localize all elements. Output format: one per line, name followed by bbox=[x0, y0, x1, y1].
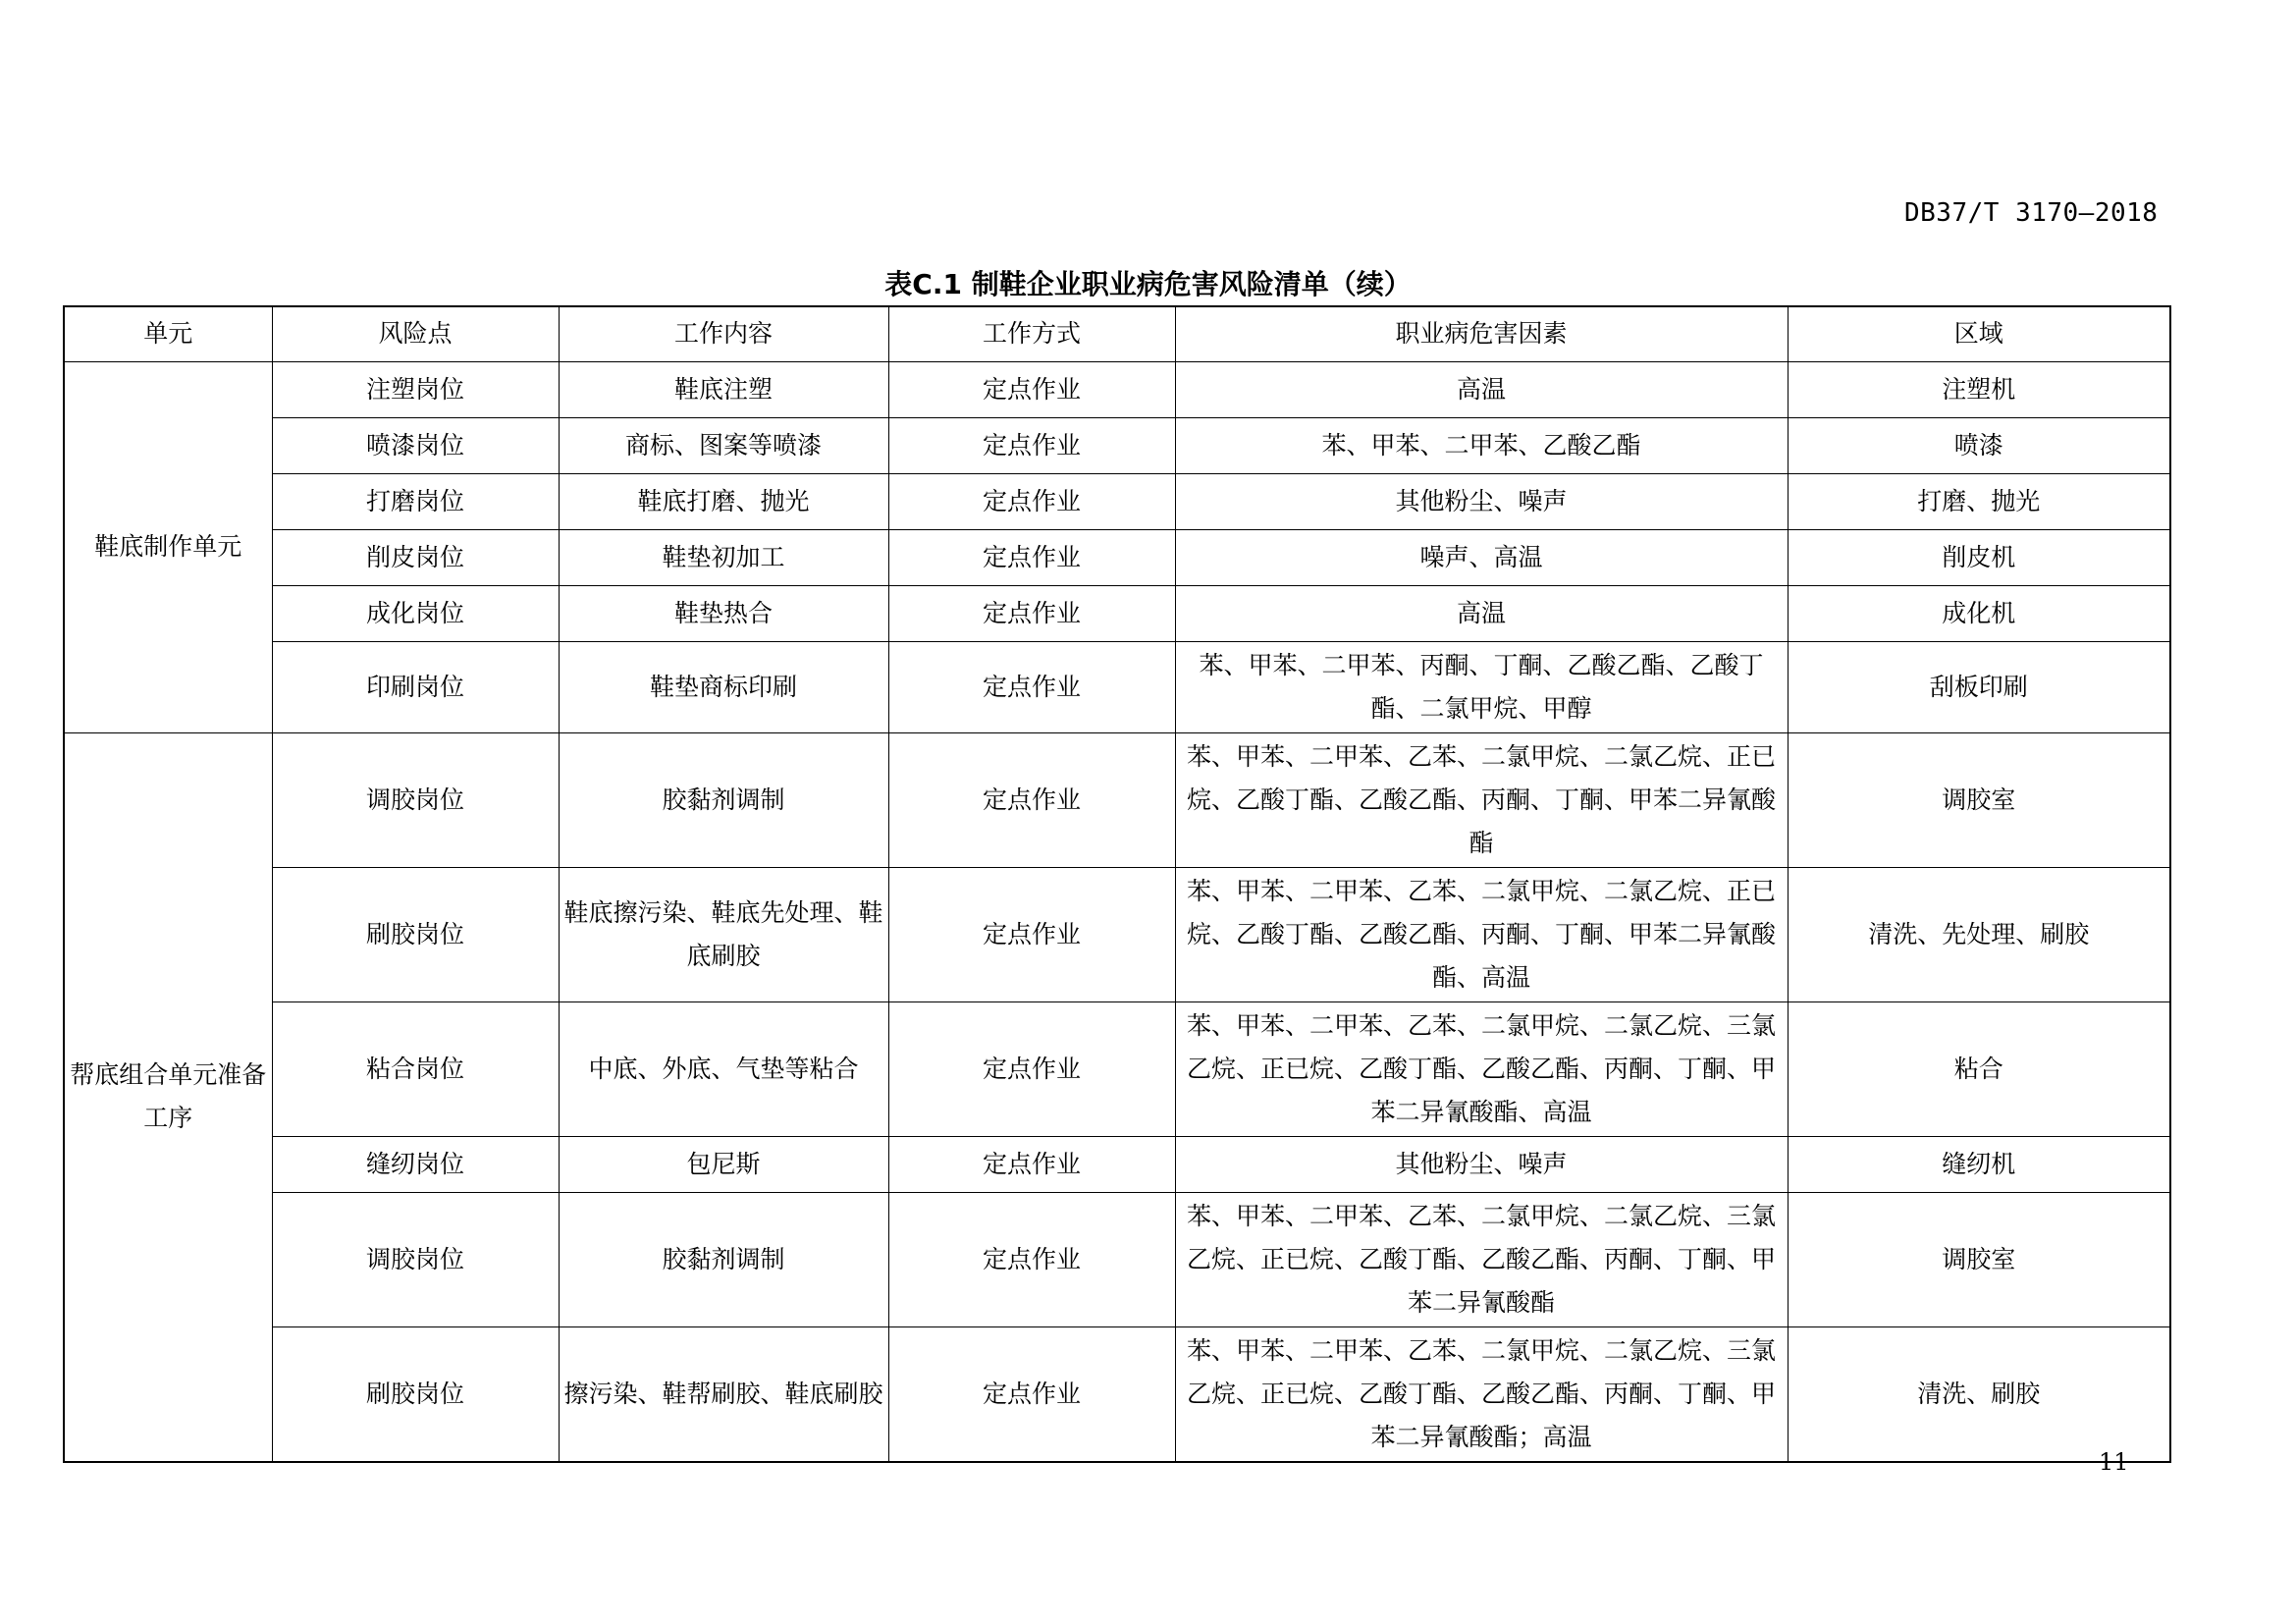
area-cell: 削皮机 bbox=[1788, 529, 2170, 585]
hazard-factors-cell: 苯、甲苯、二甲苯、乙苯、二氯甲烷、二氯乙烷、三氯乙烷、正已烷、乙酸丁酯、乙酸乙酯、丙酮、丁酮、甲苯二异氰酸酯 bbox=[1175, 1192, 1788, 1326]
hazard-factors-cell: 其他粉尘、噪声 bbox=[1175, 473, 1788, 529]
document-code: DB37/T 3170—2018 bbox=[1904, 198, 2159, 228]
work-mode-cell: 定点作业 bbox=[888, 585, 1175, 641]
work-mode-cell: 定点作业 bbox=[888, 1136, 1175, 1192]
area-cell: 刮板印刷 bbox=[1788, 641, 2170, 732]
area-cell: 调胶室 bbox=[1788, 1192, 2170, 1326]
hazard-factors-cell: 高温 bbox=[1175, 361, 1788, 417]
column-header: 风险点 bbox=[272, 306, 559, 361]
area-cell: 缝纫机 bbox=[1788, 1136, 2170, 1192]
table-row bbox=[64, 417, 2170, 473]
risk-point-cell: 印刷岗位 bbox=[272, 641, 559, 732]
column-header: 区域 bbox=[1788, 306, 2170, 361]
work-content-cell: 商标、图案等喷漆 bbox=[559, 417, 888, 473]
risk-point-cell: 喷漆岗位 bbox=[272, 417, 559, 473]
header-row bbox=[64, 306, 2170, 361]
area-cell: 打磨、抛光 bbox=[1788, 473, 2170, 529]
column-header: 工作方式 bbox=[888, 306, 1175, 361]
table-row bbox=[64, 585, 2170, 641]
work-mode-cell: 定点作业 bbox=[888, 1326, 1175, 1462]
table-row bbox=[64, 1326, 2170, 1462]
risk-point-cell: 打磨岗位 bbox=[272, 473, 559, 529]
area-cell: 喷漆 bbox=[1788, 417, 2170, 473]
table-row bbox=[64, 641, 2170, 732]
risk-point-cell: 削皮岗位 bbox=[272, 529, 559, 585]
table-row bbox=[64, 1192, 2170, 1326]
risk-point-cell: 刷胶岗位 bbox=[272, 1326, 559, 1462]
hazard-factors-cell: 苯、甲苯、二甲苯、乙酸乙酯 bbox=[1175, 417, 1788, 473]
work-content-cell: 鞋底注塑 bbox=[559, 361, 888, 417]
hazard-factors-cell: 噪声、高温 bbox=[1175, 529, 1788, 585]
work-mode-cell: 定点作业 bbox=[888, 473, 1175, 529]
area-cell: 注塑机 bbox=[1788, 361, 2170, 417]
work-mode-cell: 定点作业 bbox=[888, 732, 1175, 867]
table-title: 表C.1 制鞋企业职业病危害风险清单（续） bbox=[884, 268, 1412, 300]
work-content-cell: 鞋垫初加工 bbox=[559, 529, 888, 585]
unit-cell: 鞋底制作单元 bbox=[64, 361, 272, 732]
work-mode-cell: 定点作业 bbox=[888, 1001, 1175, 1136]
page-number: 11 bbox=[2099, 1448, 2129, 1476]
work-content-cell: 包尼斯 bbox=[559, 1136, 888, 1192]
unit-cell: 帮底组合单元准备工序 bbox=[64, 732, 272, 1462]
work-content-cell: 中底、外底、气垫等粘合 bbox=[559, 1001, 888, 1136]
area-cell: 粘合 bbox=[1788, 1001, 2170, 1136]
work-content-cell: 胶黏剂调制 bbox=[559, 1192, 888, 1326]
table-row bbox=[64, 529, 2170, 585]
work-mode-cell: 定点作业 bbox=[888, 1192, 1175, 1326]
table-row bbox=[64, 473, 2170, 529]
work-mode-cell: 定点作业 bbox=[888, 641, 1175, 732]
column-header: 单元 bbox=[64, 306, 272, 361]
work-content-cell: 胶黏剂调制 bbox=[559, 732, 888, 867]
table-row bbox=[64, 1136, 2170, 1192]
work-content-cell: 鞋垫热合 bbox=[559, 585, 888, 641]
hazard-factors-cell: 苯、甲苯、二甲苯、丙酮、丁酮、乙酸乙酯、乙酸丁酯、二氯甲烷、甲醇 bbox=[1175, 641, 1788, 732]
work-mode-cell: 定点作业 bbox=[888, 417, 1175, 473]
risk-point-cell: 成化岗位 bbox=[272, 585, 559, 641]
risk-point-cell: 缝纫岗位 bbox=[272, 1136, 559, 1192]
risk-point-cell: 粘合岗位 bbox=[272, 1001, 559, 1136]
risk-point-cell: 刷胶岗位 bbox=[272, 867, 559, 1001]
hazard-factors-cell: 苯、甲苯、二甲苯、乙苯、二氯甲烷、二氯乙烷、三氯乙烷、正已烷、乙酸丁酯、乙酸乙酯、丙酮、丁酮、甲苯二异氰酸酯；高温 bbox=[1175, 1326, 1788, 1462]
risk-point-cell: 注塑岗位 bbox=[272, 361, 559, 417]
area-cell: 清洗、刷胶 bbox=[1788, 1326, 2170, 1462]
hazard-factors-cell: 苯、甲苯、二甲苯、乙苯、二氯甲烷、二氯乙烷、正已烷、乙酸丁酯、乙酸乙酯、丙酮、丁酮、甲苯二异氰酸酯、高温 bbox=[1175, 867, 1788, 1001]
table-row bbox=[64, 361, 2170, 417]
work-content-cell: 擦污染、鞋帮刷胶、鞋底刷胶 bbox=[559, 1326, 888, 1462]
work-content-cell: 鞋底打磨、抛光 bbox=[559, 473, 888, 529]
work-mode-cell: 定点作业 bbox=[888, 867, 1175, 1001]
area-cell: 成化机 bbox=[1788, 585, 2170, 641]
work-content-cell: 鞋垫商标印刷 bbox=[559, 641, 888, 732]
risk-table bbox=[63, 305, 2171, 1463]
work-mode-cell: 定点作业 bbox=[888, 529, 1175, 585]
hazard-factors-cell: 其他粉尘、噪声 bbox=[1175, 1136, 1788, 1192]
hazard-factors-cell: 高温 bbox=[1175, 585, 1788, 641]
risk-point-cell: 调胶岗位 bbox=[272, 732, 559, 867]
table-row bbox=[64, 732, 2170, 867]
risk-point-cell: 调胶岗位 bbox=[272, 1192, 559, 1326]
work-mode-cell: 定点作业 bbox=[888, 361, 1175, 417]
hazard-factors-cell: 苯、甲苯、二甲苯、乙苯、二氯甲烷、二氯乙烷、正已烷、乙酸丁酯、乙酸乙酯、丙酮、丁酮、甲苯二异氰酸酯 bbox=[1175, 732, 1788, 867]
area-cell: 调胶室 bbox=[1788, 732, 2170, 867]
column-header: 职业病危害因素 bbox=[1175, 306, 1788, 361]
area-cell: 清洗、先处理、刷胶 bbox=[1788, 867, 2170, 1001]
table-row bbox=[64, 867, 2170, 1001]
hazard-factors-cell: 苯、甲苯、二甲苯、乙苯、二氯甲烷、二氯乙烷、三氯乙烷、正已烷、乙酸丁酯、乙酸乙酯、丙酮、丁酮、甲苯二异氰酸酯、高温 bbox=[1175, 1001, 1788, 1136]
column-header: 工作内容 bbox=[559, 306, 888, 361]
table-row bbox=[64, 1001, 2170, 1136]
work-content-cell: 鞋底擦污染、鞋底先处理、鞋底刷胶 bbox=[559, 867, 888, 1001]
